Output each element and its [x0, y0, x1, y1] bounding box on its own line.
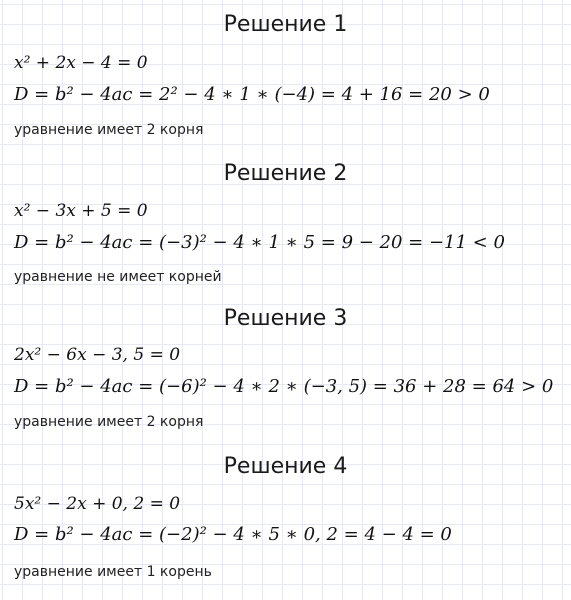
solution-1-conclusion: уравнение имеет 2 корня — [14, 122, 204, 138]
solution-1-equation: x² + 2x − 4 = 0 — [14, 53, 148, 73]
solution-2-heading: Решение 2 — [223, 161, 348, 186]
solution-2-discriminant: D = b² − 4ac = (−3)² − 4 ∗ 1 ∗ 5 = 9 − 20 = −11 < 0 — [14, 232, 505, 253]
solution-3-conclusion: уравнение имеет 2 корня — [14, 414, 204, 430]
solution-3-heading: Решение 3 — [223, 306, 348, 331]
solution-2-conclusion: уравнение не имеет корней — [14, 269, 222, 285]
solution-3-equation: 2x² − 6x − 3, 5 = 0 — [14, 345, 181, 365]
solution-1-discriminant: D = b² − 4ac = 2² − 4 ∗ 1 ∗ (−4) = 4 + 16 = 20 > 0 — [14, 84, 490, 105]
solution-2-equation: x² − 3x + 5 = 0 — [14, 201, 148, 221]
solution-4-conclusion: уравнение имеет 1 корень — [14, 564, 212, 580]
solution-1-heading: Решение 1 — [223, 12, 348, 37]
solution-3-discriminant: D = b² − 4ac = (−6)² − 4 ∗ 2 ∗ (−3, 5) = 36 + 28 = 64 > 0 — [14, 376, 554, 397]
solution-4-equation: 5x² − 2x + 0, 2 = 0 — [14, 494, 181, 514]
solution-4-heading: Решение 4 — [223, 454, 348, 479]
solution-4-discriminant: D = b² − 4ac = (−2)² − 4 ∗ 5 ∗ 0, 2 = 4 − 4 = 0 — [14, 524, 452, 545]
